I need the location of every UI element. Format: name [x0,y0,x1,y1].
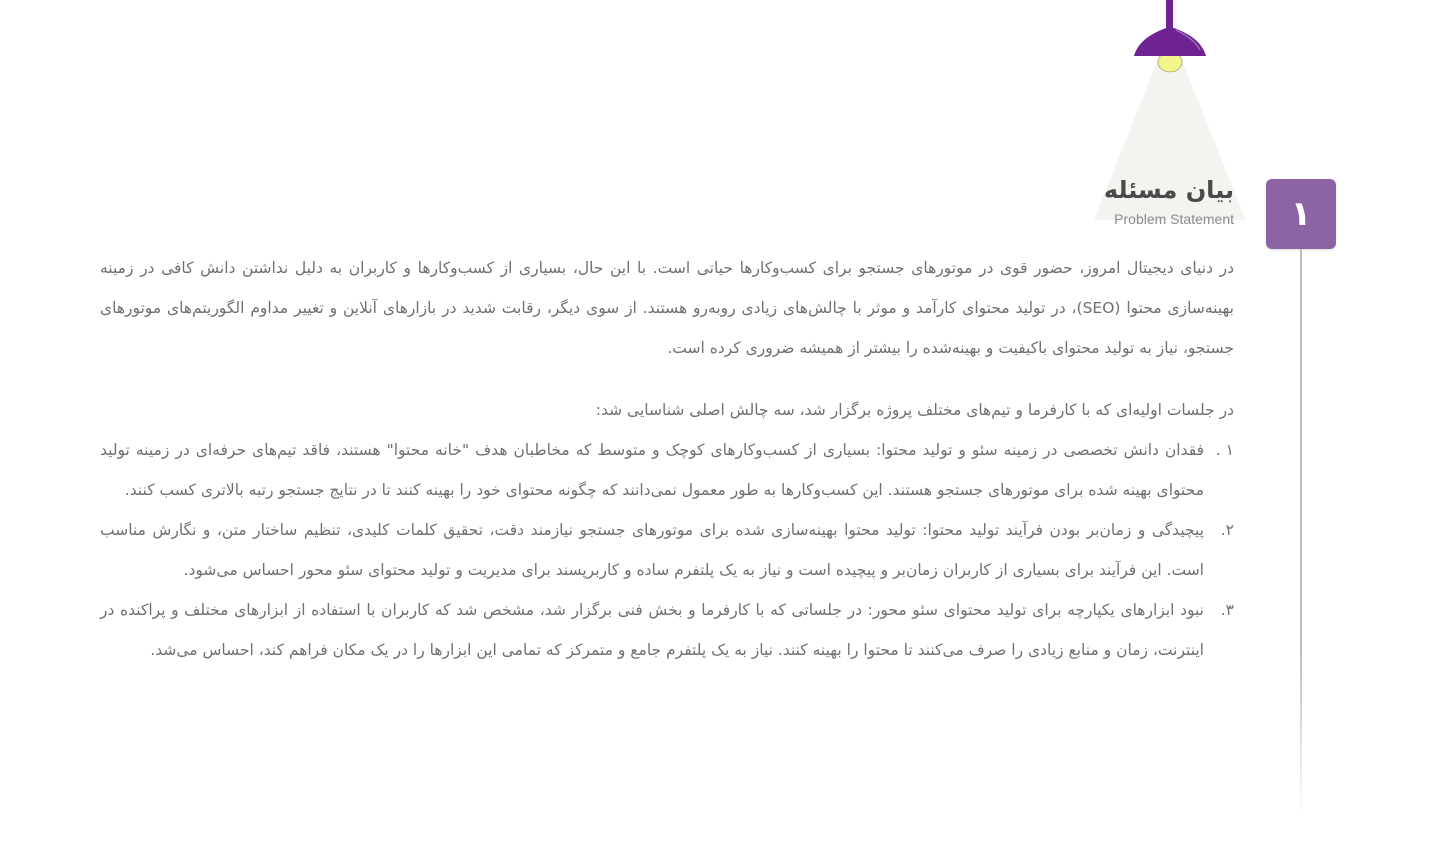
item-text: نبود ابزارهای یکپارچه برای تولید محتوای سئو محور: در جلساتی که با کارفرما و بخش فنی برگزار شد، مشخص شد که کاربران با استفاده از ابزارهای مختلف و پراکنده در اینترنت، زمان و منابع زیادی را صرف می‌کنند تا محتوا را بهینه کنند. نیاز به یک پلتفرم جامع و متمرکز که تمامی این ابزارها را در یک مکان فراهم کند، احساس می‌شد. [100,601,1204,659]
section-content [100,248,1234,670]
section-title: بیان مسئله [1103,176,1234,204]
section-number-badge: ۱ [1266,179,1336,249]
challenge-item [100,590,1234,670]
challenge-item [100,430,1234,510]
item-text: پیچیدگی و زمان‌بر بودن فرآیند تولید محتوا: تولید محتوا بهینه‌سازی شده برای موتورهای جستجو نیازمند دقت، تحقیق کلمات کلیدی، تنظیم ساختار متن، و نگارش مناسب است. این فرآیند برای بسیاری از کاربران زمان‌بر و پیچیده است و نیاز به یک پلتفرم ساده و کاربرپسند برای مدیریت و تولید محتوای سئو محور احساس می‌شود. [100,521,1204,579]
challenge-item [100,510,1234,590]
item-number: ۲. [1220,521,1234,539]
item-number: ۱ . [1215,441,1234,459]
section-subtitle: Problem Statement [1114,211,1234,227]
item-number: ۳. [1220,601,1234,619]
intro-paragraph: در دنیای دیجیتال امروز، حضور قوی در موتورهای جستجو برای کسب‌وکارها حیاتی است. با این حال، بسیاری از کسب‌وکارها و کاربران به دلیل نداشتن دانش کافی در زمینه بهینه‌سازی محتوا (SEO)، در تولید محتوای کارآمد و موثر با چالش‌های زیادی روبه‌رو هستند. از سوی دیگر، رقابت شدید در بازارهای آنلاین و تغییر مداوم الگوریتم‌های موتورهای جستجو، نیاز به تولید محتوای باکیفیت و بهینه‌شده را بیشتر از همیشه ضروری کرده است. [100,259,1234,357]
section-header [1104,172,1234,228]
lead-paragraph: در جلسات اولیه‌ای که با کارفرما و تیم‌های مختلف پروژه برگزار شد، سه چالش اصلی شناسایی شد: [595,401,1234,419]
item-text: فقدان دانش تخصصی در زمینه سئو و تولید محتوا: بسیاری از کسب‌وکارهای کوچک و متوسط که مخاطبان هدف "خانه محتوا" هستند، فاقد تیم‌های حرفه‌ای در زمینه تولید محتوای بهینه شده برای موتورهای جستجو هستند. این کسب‌وکارها به طور معمول نمی‌دانند که چگونه محتوای خود را بهینه کنند تا در نتایج جستجو رتبه بالاتری کسب کنند. [100,441,1204,499]
challenges-list [100,430,1234,670]
timeline-line [1300,249,1302,819]
